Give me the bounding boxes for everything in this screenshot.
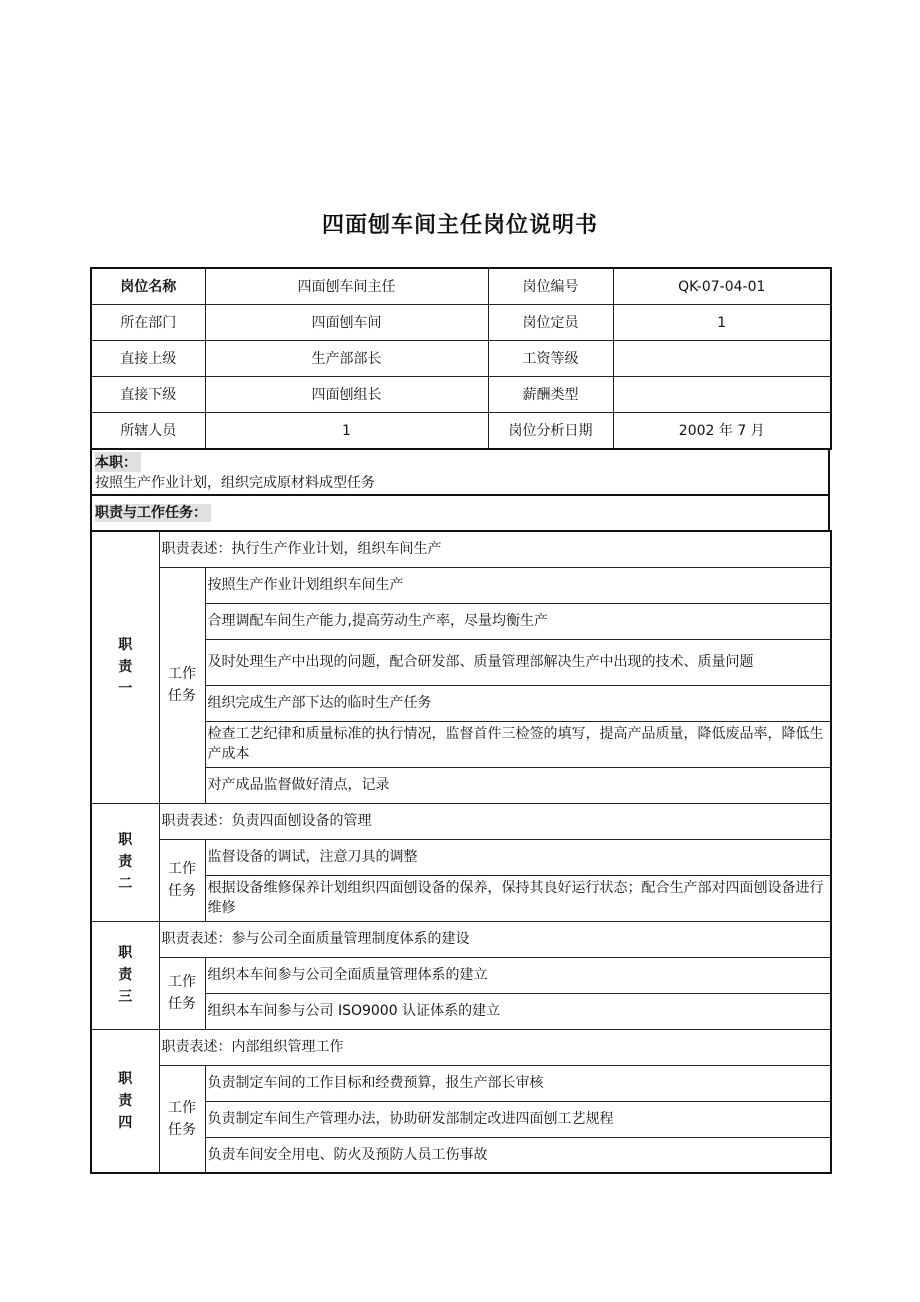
- page-title: 四面刨车间主任岗位说明书: [321, 213, 598, 238]
- info-row: [91, 305, 831, 341]
- core-duty-header: 本职：: [95, 452, 141, 472]
- info-label: 岗位编号: [488, 268, 613, 305]
- task-row: [91, 567, 831, 603]
- duty-description: 职责表述：执行生产作业计划，组织车间生产: [159, 531, 831, 567]
- task-item: 按照生产作业计划组织车间生产: [205, 567, 831, 603]
- task-item: 组织本车间参与公司全面质量管理体系的建立: [205, 957, 831, 993]
- duties-header: 职责与工作任务：: [95, 504, 211, 522]
- info-row: [91, 268, 831, 305]
- task-item: 组织完成生产部下达的临时生产任务: [205, 685, 831, 721]
- task-label-text: 工作任务: [168, 974, 196, 1012]
- info-value: 四面刨组长: [205, 377, 488, 413]
- task-row: [91, 1065, 831, 1101]
- core-duty-section: [90, 450, 830, 496]
- info-label: 岗位定员: [488, 305, 613, 341]
- task-item: 根据设备维修保养计划组织四面刨设备的保养，保持其良好运行状态；配合生产部对四面刨设备进行维修: [205, 875, 831, 921]
- duty-label-text: 职责三: [118, 945, 133, 1005]
- task-item: 对产成品监督做好清点，记录: [205, 767, 831, 803]
- info-label: 直接下级: [91, 377, 205, 413]
- task-item: 负责车间安全用电、防火及预防人员工伤事故: [205, 1137, 831, 1173]
- duty-label: [91, 803, 159, 921]
- duty-label: [91, 1029, 159, 1173]
- basic-info-table: [90, 267, 832, 450]
- info-row: [91, 413, 831, 450]
- task-label-text: 工作任务: [168, 666, 196, 704]
- info-label: 岗位分析日期: [488, 413, 613, 450]
- info-value: 1: [205, 413, 488, 450]
- info-value: 1: [613, 305, 831, 341]
- task-row: [91, 839, 831, 875]
- task-item: 负责制定车间的工作目标和经费预算，报生产部长审核: [205, 1065, 831, 1101]
- task-label: [159, 1065, 205, 1173]
- duty-row: [91, 921, 831, 957]
- task-row: [91, 957, 831, 993]
- info-label: 直接上级: [91, 341, 205, 377]
- info-value: 生产部部长: [205, 341, 488, 377]
- task-item: 负责制定车间生产管理办法，协助研发部制定改进四面刨工艺规程: [205, 1101, 831, 1137]
- duty-row: [91, 1029, 831, 1065]
- duty-label: [91, 531, 159, 803]
- task-label: [159, 567, 205, 803]
- task-label-text: 工作任务: [168, 861, 196, 899]
- info-row: [91, 341, 831, 377]
- info-value: QK-07-04-01: [613, 268, 831, 305]
- task-label: [159, 839, 205, 921]
- duty-label-text: 职责一: [118, 637, 133, 698]
- info-label: 工资等级: [488, 341, 613, 377]
- duty-row: [91, 803, 831, 839]
- duty-label: [91, 921, 159, 1029]
- info-label: 薪酬类型: [488, 377, 613, 413]
- job-description-form: [90, 267, 830, 1174]
- info-value: 四面刨车间: [205, 305, 488, 341]
- duty-label-text: 职责四: [118, 1070, 133, 1131]
- task-item: 检查工艺纪律和质量标准的执行情况，监督首件三检签的填写，提高产品质量，降低废品率，降低生产成本: [205, 721, 831, 767]
- core-duty-text: 按照生产作业计划，组织完成原材料成型任务: [95, 475, 375, 491]
- task-item: 合理调配车间生产能力,提高劳动生产率，尽量均衡生产: [205, 603, 831, 639]
- duty-label-text: 职责二: [118, 832, 133, 892]
- task-item: 及时处理生产中出现的问题，配合研发部、质量管理部解决生产中出现的技术、质量问题: [205, 639, 831, 685]
- info-label: 所辖人员: [91, 413, 205, 450]
- duty-description: 职责表述：参与公司全面质量管理制度体系的建设: [159, 921, 831, 957]
- duty-description: 职责表述：内部组织管理工作: [159, 1029, 831, 1065]
- info-value: 2002 年 7 月: [613, 413, 831, 450]
- duties-section-header: [90, 496, 830, 530]
- duties-table: [90, 530, 832, 1174]
- task-label: [159, 957, 205, 1029]
- info-label: 所在部门: [91, 305, 205, 341]
- task-label-text: 工作任务: [168, 1099, 196, 1138]
- info-value: [613, 377, 831, 413]
- info-label: 岗位名称: [91, 268, 205, 305]
- duty-description: 职责表述：负责四面刨设备的管理: [159, 803, 831, 839]
- info-value: 四面刨车间主任: [205, 268, 488, 305]
- duty-row: [91, 531, 831, 567]
- task-item: 组织本车间参与公司 ISO9000 认证体系的建立: [205, 993, 831, 1029]
- info-row: [91, 377, 831, 413]
- info-value: [613, 341, 831, 377]
- task-item: 监督设备的调试，注意刀具的调整: [205, 839, 831, 875]
